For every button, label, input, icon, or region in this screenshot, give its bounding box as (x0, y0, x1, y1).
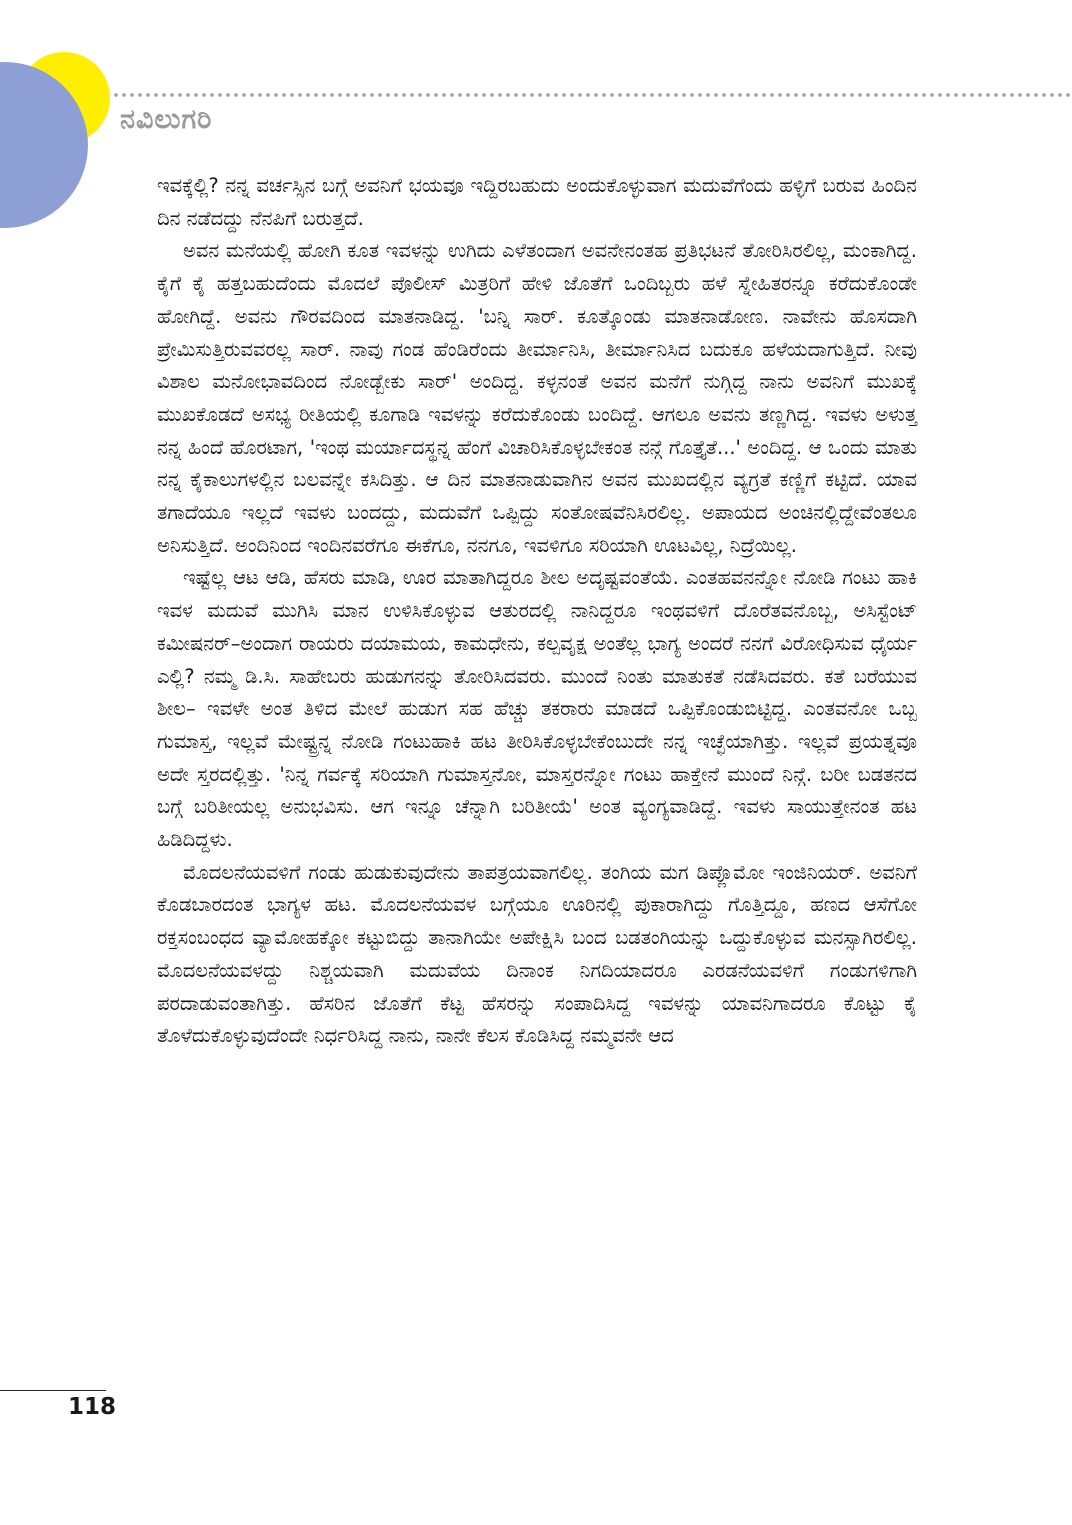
page-number-rule (0, 1390, 106, 1391)
paragraph: ಮೊದಲನೆಯವಳಿಗೆ ಗಂಡು ಹುಡುಕುವುದೇನು ತಾಪತ್ರಯವಾಗಲಿಲ್ಲ. ತಂಗಿಯ ಮಗ ಡಿಪ್ಲೊಮೋ ಇಂಜಿನಿಯರ್. ಅವನಿಗೆ ಕೊಡಬಾರದಂತ ಭಾಗ್ಯಳ ಹಟ. ಮೊದಲನೆಯವಳ ಬಗ್ಗೆಯೂ ಊರಿನಲ್ಲಿ ಪುಕಾರಾಗಿದ್ದು ಗೊತ್ತಿದ್ದೂ, ಹಣದ ಆಸೆಗೋ ರಕ್ತಸಂಬಂಧದ ವ್ಯಾಮೋಹಕ್ಕೋ ಕಟ್ಟುಬಿದ್ದು ತಾನಾಗಿಯೇ ಅಪೇಕ್ಷಿಸಿ ಬಂದ ಬಡತಂಗಿಯನ್ನು ಒದ್ದುಕೊಳ್ಳುವ ಮನಸ್ಸಾಗಿರಲಿಲ್ಲ. ಮೊದಲನೆಯವಳದ್ದು ನಿಶ್ಚಯವಾಗಿ ಮದುವೆಯ ದಿನಾಂಕ ನಿಗದಿಯಾದರೂ ಎರಡನೆಯವಳಿಗೆ ಗಂಡುಗಳಿಗಾಗಿ ಪರದಾಡುವಂತಾಗಿತ್ತು. ಹೆಸರಿನ ಜೊತೆಗೆ ಕೆಟ್ಟ ಹೆಸರನ್ನು ಸಂಪಾದಿಸಿದ್ದ ಇವಳನ್ನು ಯಾವನಿಗಾದರೂ ಕೊಟ್ಟು ಕೈ ತೊಳೆದುಕೊಳ್ಳುವುದೆಂದೇ ನಿರ್ಧರಿಸಿದ್ದ ನಾನು, ನಾನೇ ಕೆಲಸ ಕೊಡಿಸಿದ್ದ ನಮ್ಮವನೇ ಆದ (157, 860, 917, 1048)
paragraph: ಅವನ ಮನೆಯಲ್ಲಿ ಹೋಗಿ ಕೂತ ಇವಳನ್ನು ಉಗಿದು ಎಳೆತಂದಾಗ ಅವನೇನಂತಹ ಪ್ರತಿಭಟನೆ ತೋರಿಸಿರಲಿಲ್ಲ, ಮಂಕಾಗಿದ್ದ. ಕೈಗೆ ಕೈ ಹತ್ತಬಹುದೆಂದು ಮೊದಲೆ ಪೊಲೀಸ್ ಮಿತ್ರರಿಗೆ ಹೇಳಿ ಜೊತೆಗೆ ಒಂದಿಬ್ಬರು ಹಳೆ ಸ್ನೇಹಿತರನ್ನೂ ಕರೆದುಕೊಂಡೇ ಹೋಗಿದ್ದೆ. ಅವನು ಗೌರವದಿಂದ ಮಾತನಾಡಿದ್ದ. 'ಬನ್ನಿ ಸಾರ್. ಕೂತ್ಕೊಂಡು ಮಾತನಾಡೋಣ. ನಾವೇನು ಹೊಸದಾಗಿ ಪ್ರೇಮಿಸುತ್ತಿರುವವರಲ್ಲ ಸಾರ್. ನಾವು ಗಂಡ ಹೆಂಡಿರೆಂದು ತೀರ್ಮಾನಿಸಿ, ತೀರ್ಮಾನಿಸಿದ ಬದುಕೂ ಹಳೆಯದಾಗುತ್ತಿದೆ. ನೀವು ವಿಶಾಲ ಮನೋಭಾವದಿಂದ ನೋಡ್ಬೇಕು ಸಾರ್' ಅಂದಿದ್ದ. ಕಳ್ಳನಂತೆ ಅವನ ಮನೆಗೆ ನುಗ್ಗಿದ್ದ ನಾನು ಅವನಿಗೆ ಮುಖಕ್ಕೆ ಮುಖಕೊಡದೆ ಅಸಭ್ಯ ರೀತಿಯಲ್ಲಿ ಕೂಗಾಡಿ ಇವಳನ್ನು ಕರೆದುಕೊಂಡು ಬಂದಿದ್ದೆ. ಆಗಲೂ ಅವನು ತಣ್ಣಗಿದ್ದ. ಇವಳು ಅಳುತ್ತ ನನ್ನ ಹಿಂದೆ ಹೊರಟಾಗ, 'ಇಂಥ ಮರ್ಯಾದಸ್ಥನ್ನ ಹೆಂಗೆ ವಿಚಾರಿಸಿಕೊಳ್ಳಬೇಕಂತ ನನ್ಗೆ ಗೊತ್ತೈತೆ...' ಅಂದಿದ್ದ. ಆ ಒಂದು ಮಾತು ನನ್ನ ಕೈಕಾಲುಗಳಲ್ಲಿನ ಬಲವನ್ನೇ ಕಸಿದಿತ್ತು. ಆ ದಿನ ಮಾತನಾಡುವಾಗಿನ ಅವನ ಮುಖದಲ್ಲಿನ ವ್ಯಗ್ರತೆ ಕಣ್ಣಿಗೆ ಕಟ್ಟಿದೆ. ಯಾವ ತಗಾದೆಯೂ ಇಲ್ಲದೆ ಇವಳು ಬಂದದ್ದು, ಮದುವೆಗೆ ಒಪ್ಪಿದ್ದು ಸಂತೋಷವೆನಿಸಿರಲಿಲ್ಲ. ಅಪಾಯದ ಅಂಚಿನಲ್ಲಿದ್ದೇವೆಂತಲೂ ಅನಿಸುತ್ತಿದೆ. ಅಂದಿನಿಂದ ಇಂದಿನವರೆಗೂ ಈಕೆಗೂ, ನನಗೂ, ಇವಳಿಗೂ ಸರಿಯಾಗಿ ಊಟವಿಲ್ಲ, ನಿದ್ರೆಯಿಲ್ಲ. (157, 239, 917, 557)
running-header-title: ನವಿಲುಗರಿ (120, 104, 213, 135)
paragraph: ಇವಕ್ಕೆಲ್ಲಿ? ನನ್ನ ವರ್ಚಸ್ಸಿನ ಬಗ್ಗೆ ಅವನಿಗೆ ಭಯವೂ ಇದ್ದಿರಬಹುದು ಅಂದುಕೊಳ್ಳುವಾಗ ಮದುವೆಗೆಂದು ಹಳ್ಳಿಗೆ ಬರುವ ಹಿಂದಿನ ದಿನ ನಡೆದದ್ದು ನೆನಪಿಗೆ ಬರುತ್ತದೆ. (157, 174, 917, 230)
header-dotted-rule (112, 92, 1072, 98)
page-number: 118 (68, 1394, 117, 1420)
paragraph: ಇಷ್ಟೆಲ್ಲ ಆಟ ಆಡಿ, ಹೆಸರು ಮಾಡಿ, ಊರ ಮಾತಾಗಿದ್ದರೂ ಶೀಲ ಅದೃಷ್ಟವಂತೆಯೆ. ಎಂತಹವನನ್ನೋ ನೋಡಿ ಗಂಟು ಹಾಕಿ ಇವಳ ಮದುವೆ ಮುಗಿಸಿ ಮಾನ ಉಳಿಸಿಕೊಳ್ಳುವ ಆತುರದಲ್ಲಿ ನಾನಿದ್ದರೂ ಇಂಥವಳಿಗೆ ದೊರೆತವನೊಬ್ಬ, ಅಸಿಸ್ಟೆಂಟ್ ಕಮೀಷನರ್–ಅಂದಾಗ ರಾಯರು ದಯಾಮಯ, ಕಾಮಧೇನು, ಕಲ್ಪವೃಕ್ಷ ಅಂತೆಲ್ಲ ಭಾಗ್ಯ ಅಂದರೆ ನನಗೆ ವಿರೋಧಿಸುವ ಧೈರ್ಯ ಎಲ್ಲಿ? ನಮ್ಮ ಡಿ.ಸಿ. ಸಾಹೇಬರು ಹುಡುಗನನ್ನು ತೋರಿಸಿದವರು. ಮುಂದೆ ನಿಂತು ಮಾತುಕತೆ ನಡೆಸಿದವರು. ಕತೆ ಬರೆಯುವ ಶೀಲ– ಇವಳೇ ಅಂತ ತಿಳಿದ ಮೇಲೆ ಹುಡುಗ ಸಹ ಹೆಚ್ಚು ತಕರಾರು ಮಾಡದೆ ಒಪ್ಪಿಕೊಂಡುಬಿಟ್ಟಿದ್ದ. ಎಂತವನೋ ಒಬ್ಬ ಗುಮಾಸ್ತ, ಇಲ್ಲವೆ ಮೇಷ್ಟ್ರನ್ನ ನೋಡಿ ಗಂಟುಹಾಕಿ ಹಟ ತೀರಿಸಿಕೊಳ್ಳಬೇಕೆಂಬುದೇ ನನ್ನ ಇಚ್ಛೆಯಾಗಿತ್ತು. ಇಲ್ಲವೆ ಪ್ರಯತ್ನವೂ ಅದೇ ಸ್ತರದಲ್ಲಿತ್ತು. 'ನಿನ್ನ ಗರ್ವಕ್ಕೆ ಸರಿಯಾಗಿ ಗುಮಾಸ್ತನೋ, ಮಾಸ್ತರನ್ನೋ ಗಂಟು ಹಾಕ್ತೇನೆ ಮುಂದೆ ನಿನ್ಗೆ. ಬರೀ ಬಡತನದ ಬಗ್ಗೆ ಬರಿತೀಯಲ್ಲ ಅನುಭವಿಸು. ಆಗ ಇನ್ನೂ ಚೆನ್ನಾಗಿ ಬರಿತೀಯೆ' ಅಂತ ವ್ಯಂಗ್ಯವಾಡಿದ್ದೆ. ಇವಳು ಸಾಯುತ್ತೇನಂತ ಹಟ ಹಿಡಿದಿದ್ದಳು. (157, 566, 917, 852)
body-text (157, 170, 917, 1053)
